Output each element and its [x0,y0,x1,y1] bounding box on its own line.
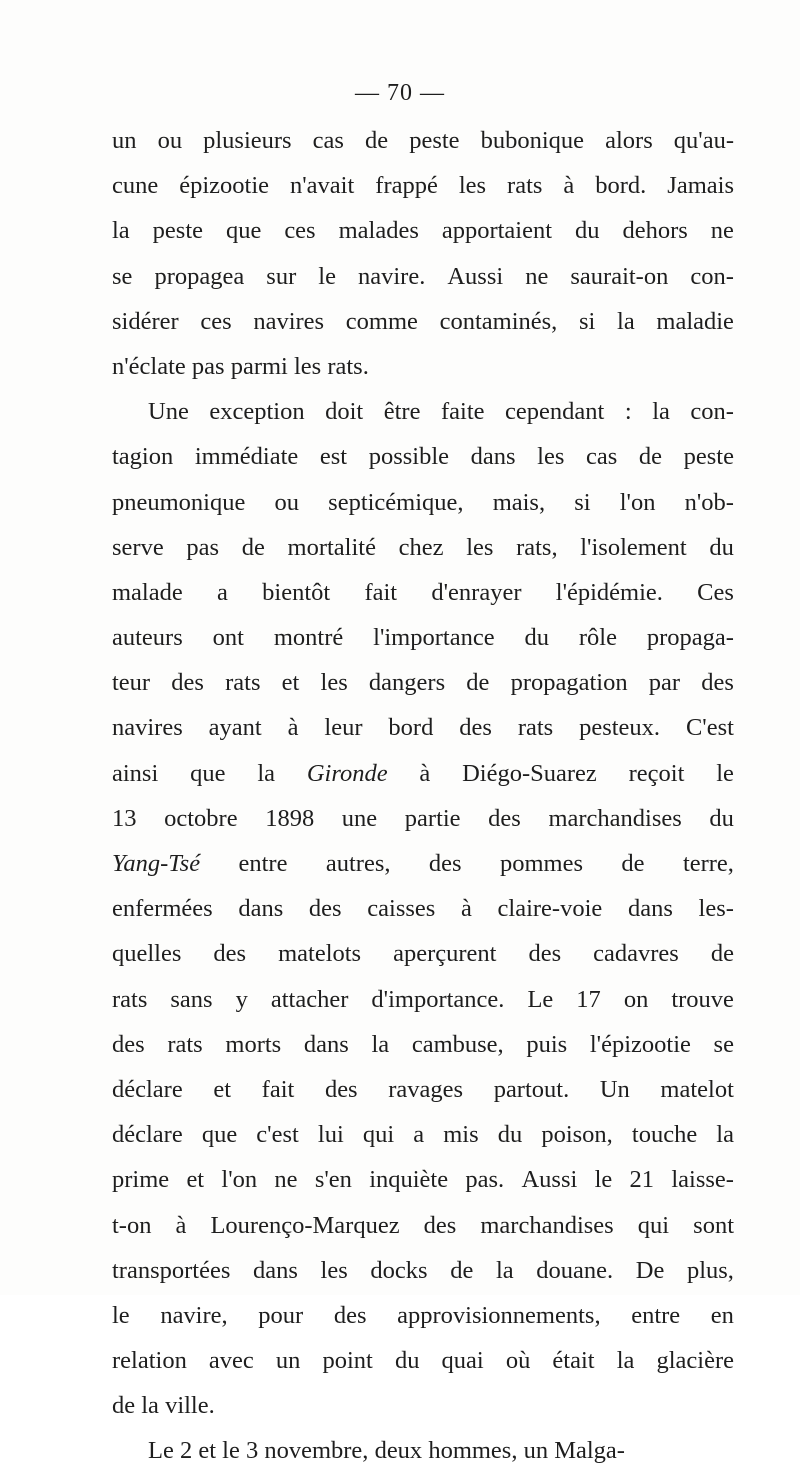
text-line: de la ville. [112,1392,215,1420]
text-line: quelles des matelots aperçurent des cadavres de [112,940,734,968]
text-line: prime et l'on ne s'en inquiète pas. Aussi le 21 laisse- [112,1166,734,1194]
text-line: des rats morts dans la cambuse, puis l'épizootie se [112,1030,734,1058]
text-line: ainsi que la Gironde à Diégo-Suarez reçoit le [112,759,734,787]
text-line: transportées dans les docks de la douane. De plus, [112,1256,734,1284]
text-line: tagion immédiate est possible dans les cas de peste [112,443,734,471]
text-line: pneumonique ou septicémique, mais, si l'on n'ob- [112,488,734,516]
text-line: relation avec un point du quai où était la glacière [112,1347,734,1375]
text-line: le navire, pour des approvisionnements, entre en [112,1301,734,1329]
text-line: un ou plusieurs cas de peste bubonique alors qu'au- [112,127,734,154]
page-number: — 70 — [355,80,445,106]
text-line: cune épizootie n'avait frappé les rats à bord. Jamais [112,172,734,200]
text-line: teur des rats et les dangers de propagation par des [112,669,734,697]
text-line: t-on à Lourenço-Marquez des marchandises qui sont [112,1211,734,1239]
text-line: sidérer ces navires comme contaminés, si la maladie [112,307,734,335]
text-line: navires ayant à leur bord des rats pesteux. C'est [112,714,734,742]
text-line: se propagea sur le navire. Aussi ne saurait-on con- [112,262,734,290]
text-line: la peste que ces malades apportaient du dehors ne [112,217,734,245]
text-line: Yang-Tsé entre autres, des pommes de terre, [112,850,734,877]
text-line: auteurs ont montré l'importance du rôle propaga- [112,624,734,652]
text-line: 13 octobre 1898 une partie des marchandises du [112,804,734,832]
text-line: n'éclate pas parmi les rats. [112,352,369,380]
text-line: enfermées dans des caisses à claire-voie dans les- [112,895,734,923]
text-line: Une exception doit être faite cependant : la con- [148,398,734,426]
body-text [112,118,734,1474]
text-line: serve pas de mortalité chez les rats, l'isolement du [112,533,734,561]
text-line: malade a bientôt fait d'enrayer l'épidémie. Ces [112,578,734,606]
text-line: déclare que c'est lui qui a mis du poison, touche la [112,1121,734,1149]
text-line: déclare et fait des ravages partout. Un matelot [112,1075,734,1103]
text-line: Le 2 et le 3 novembre, deux hommes, un Malga- [148,1437,625,1465]
text-line: rats sans y attacher d'importance. Le 17 on trouve [112,985,734,1013]
